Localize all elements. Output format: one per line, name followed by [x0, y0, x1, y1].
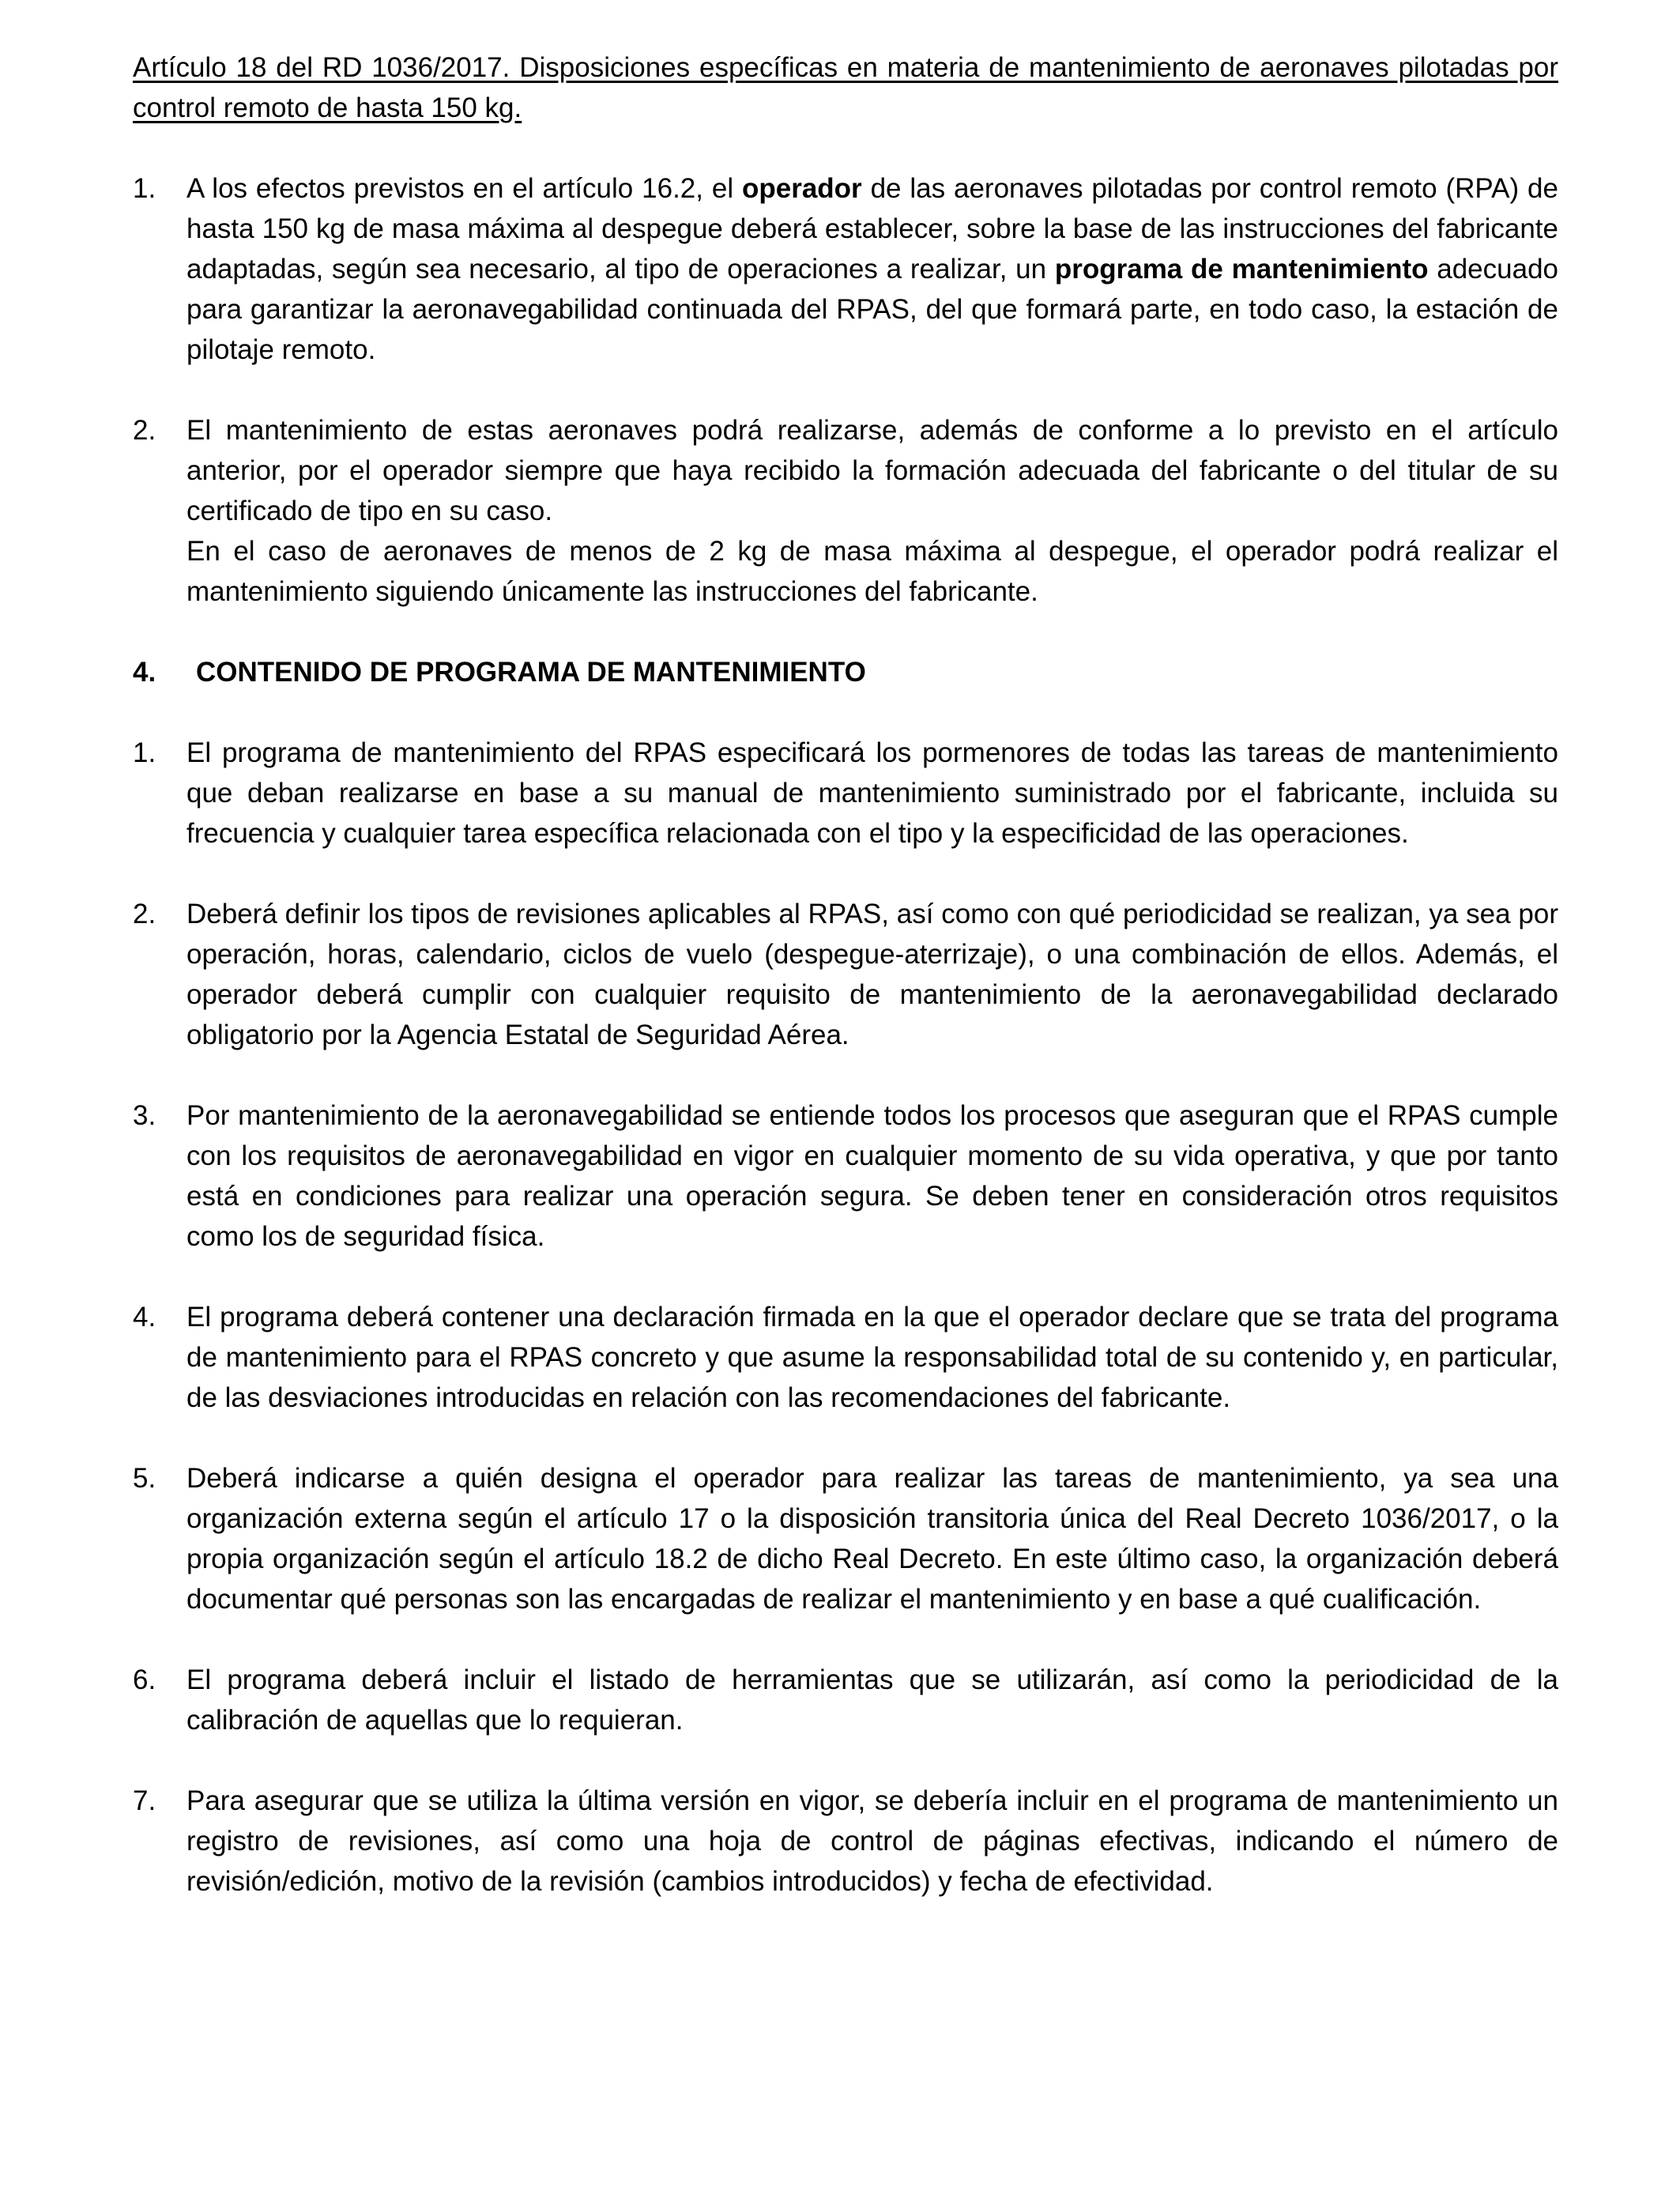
article-title: Artículo 18 del RD 1036/2017. Disposiciones específicas en materia de mantenimiento de aeronaves pilotadas por control remoto de hasta 150 kg.	[133, 52, 1558, 123]
article-list	[133, 168, 1558, 612]
document-page	[133, 47, 1558, 1942]
item-number: 5.	[133, 1463, 156, 1494]
bold-term: operador	[741, 173, 862, 204]
item-number: 2.	[133, 899, 156, 929]
list-item	[133, 733, 1558, 854]
paragraph: En el caso de aeronaves de menos de 2 kg de masa máxima al despegue, el operador podrá realizar el mantenimiento siguiendo únicamente las instrucciones del fabricante.	[186, 536, 1558, 607]
item-number: 2.	[133, 415, 156, 446]
bold-term: programa de mantenimiento	[1054, 254, 1429, 285]
item-text: El programa deberá incluir el listado de herramientas que se utilizarán, así como la periodicidad de la calibración de aquellas que lo requieran.	[186, 1664, 1558, 1736]
list-item	[133, 1297, 1558, 1418]
item-number: 1.	[133, 737, 156, 768]
text-run: A los efectos previstos en el artículo 16.2, el	[186, 173, 742, 204]
item-text: El programa deberá contener una declaración firmada en la que el operador declare que se trata del programa de mantenimiento para el RPAS concreto y que asume la responsabilidad total de su contenido y, en particular, de las desviaciones introducidas en relación con las recomendaciones del fabricante.	[186, 1302, 1558, 1413]
text-run: adecuado para garantizar la aeronavegabilidad continuada del RPAS, del que formará parte, en todo caso, la estación de pilotaje remoto.	[186, 254, 1559, 365]
list-item	[133, 1458, 1558, 1619]
item-number: 7.	[133, 1785, 156, 1816]
paragraph: El mantenimiento de estas aeronaves podrá realizarse, además de conforme a lo previsto en el artículo anterior, por el operador siempre que haya recibido la formación adecuada del fabricante o del titular de su certificado de tipo en su caso.	[186, 415, 1558, 526]
list-item	[133, 1781, 1558, 1902]
item-number: 3.	[133, 1100, 156, 1131]
item-number: 1.	[133, 173, 156, 204]
item-text: Para asegurar que se utiliza la última versión en vigor, se debería incluir en el programa de mantenimiento un registro de revisiones, así como una hoja de control de páginas efectivas, indicando el número de revisión/edición, motivo de la revisión (cambios introducidos) y fecha de efectividad.	[186, 1785, 1558, 1897]
section-title: CONTENIDO DE PROGRAMA DE MANTENIMIENTO	[196, 657, 866, 688]
article-item	[133, 410, 1558, 612]
list-item	[133, 894, 1558, 1055]
section-list	[133, 733, 1558, 1902]
item-number: 4.	[133, 1302, 156, 1333]
list-item	[133, 1660, 1558, 1740]
item-text	[186, 168, 1558, 370]
section-heading	[133, 652, 1558, 692]
text-run: de las aeronaves pilotadas por control remoto (RPA) de hasta 150 kg de masa máxima al despegue deberá establecer, sobre la base de las instrucciones del fabricante adaptadas, según sea necesario, al tipo de operaciones a realizar, un	[186, 173, 1558, 285]
section-number: 4.	[133, 657, 156, 688]
list-item	[133, 1095, 1558, 1257]
item-text	[186, 410, 1558, 612]
item-text: Deberá indicarse a quién designa el operador para realizar las tareas de mantenimiento, ya sea una organización externa según el artículo 17 o la disposición transitoria única del Real Decreto 1036/2017, o la propia organización según el artículo 18.2 de dicho Real Decreto. En este último caso, la organización deberá documentar qué personas son las encargadas de realizar el mantenimiento y en base a qué cualificación.	[186, 1463, 1558, 1615]
item-text: Por mantenimiento de la aeronavegabilidad se entiende todos los procesos que aseguran que el RPAS cumple con los requisitos de aeronavegabilidad en vigor en cualquier momento de su vida operativa, y que por tanto está en condiciones para realizar una operación segura. Se deben tener en consideración otros requisitos como los de seguridad física.	[186, 1100, 1558, 1252]
article-item	[133, 168, 1558, 370]
item-text: Deberá definir los tipos de revisiones aplicables al RPAS, así como con qué periodicidad se realizan, ya sea por operación, horas, calendario, ciclos de vuelo (despegue-aterrizaje), o una combinación de ellos. Además, el operador deberá cumplir con cualquier requisito de mantenimiento de la aeronavegabilidad declarado obligatorio por la Agencia Estatal de Seguridad Aérea.	[186, 899, 1558, 1050]
item-text: El programa de mantenimiento del RPAS especificará los pormenores de todas las tareas de mantenimiento que deban realizarse en base a su manual de mantenimiento suministrado por el fabricante, incluida su frecuencia y cualquier tarea específica relacionada con el tipo y la especificidad de las operaciones.	[186, 737, 1558, 849]
item-number: 6.	[133, 1664, 156, 1695]
